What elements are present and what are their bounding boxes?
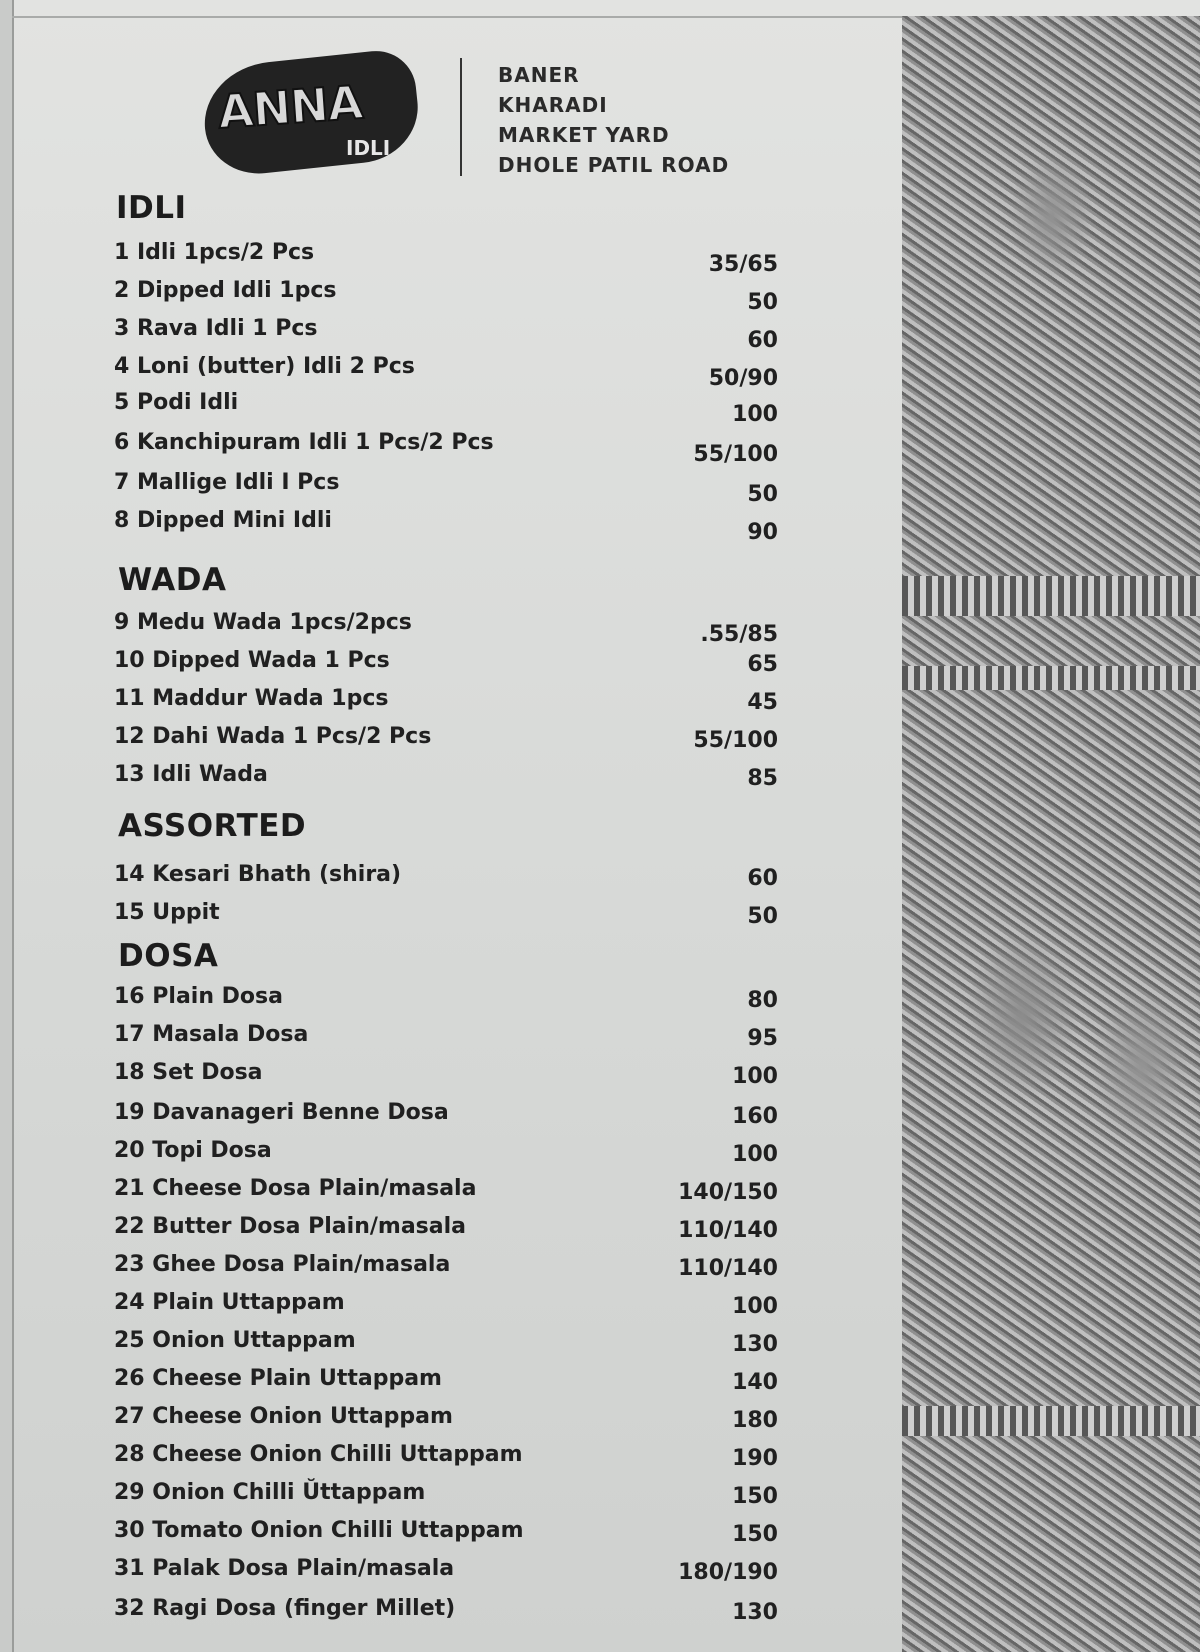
- menu-item-name: 12 Dahi Wada 1 Pcs/2 Pcs: [114, 724, 432, 749]
- menu-item-price: 65: [747, 652, 778, 677]
- menu-item-name: 1 Idli 1pcs/2 Pcs: [114, 240, 315, 265]
- menu-item-price: 50: [747, 290, 778, 315]
- menu-item-price: 50: [747, 482, 778, 507]
- section-heading-idli: IDLI: [116, 190, 187, 226]
- menu-item-price: 150: [732, 1522, 778, 1547]
- menu-item-name: 28 Cheese Onion Chilli Uttappam: [114, 1442, 523, 1467]
- menu-item-name: 5 Podi Idli: [114, 390, 239, 415]
- menu-item-price: 160: [732, 1104, 778, 1129]
- menu-item-price: 90: [747, 520, 778, 545]
- menu-item-name: 20 Topi Dosa: [114, 1138, 272, 1163]
- menu-item-price: 60: [747, 328, 778, 353]
- menu-item-price: 110/140: [678, 1218, 778, 1243]
- menu-item-name: 32 Ragi Dosa (finger Millet): [114, 1596, 456, 1621]
- menu-item-price: 55/100: [693, 728, 778, 753]
- menu-item-price: 50/90: [708, 366, 778, 391]
- menu-item-name: 14 Kesari Bhath (shira): [114, 862, 402, 887]
- menu-item-price: 35/65: [708, 252, 778, 277]
- menu-item-price: 110/140: [678, 1256, 778, 1281]
- menu-item-price: 100: [732, 402, 778, 427]
- menu-item-name: 2 Dipped Idli 1pcs: [114, 278, 337, 303]
- logo-brand-sub: IDLI: [346, 136, 391, 160]
- menu-item-name: 17 Masala Dosa: [114, 1022, 309, 1047]
- branch-item: BANER: [498, 63, 580, 87]
- menu-item-price: 100: [732, 1294, 778, 1319]
- menu-item-name: 23 Ghee Dosa Plain/masala: [114, 1252, 451, 1277]
- menu-item-name: 9 Medu Wada 1pcs/2pcs: [114, 610, 412, 635]
- menu-item-name: 13 Idli Wada: [114, 762, 268, 787]
- menu-item-price: 50: [747, 904, 778, 929]
- menu-item-name: 22 Butter Dosa Plain/masala: [114, 1214, 466, 1239]
- menu-item-price: 55/100: [693, 442, 778, 467]
- menu-item-price: 180/190: [678, 1560, 778, 1585]
- menu-item-name: 30 Tomato Onion Chilli Uttappam: [114, 1518, 524, 1543]
- menu-item-name: 4 Loni (butter) Idli 2 Pcs: [114, 354, 415, 379]
- menu-item-name: 3 Rava Idli 1 Pcs: [114, 316, 318, 341]
- menu-item-price: 130: [732, 1600, 778, 1625]
- menu-item-name: 24 Plain Uttappam: [114, 1290, 345, 1315]
- menu-item-name: 8 Dipped Mini Idli: [114, 508, 332, 533]
- menu-item-name: 15 Uppit: [114, 900, 220, 925]
- menu-item-price: 100: [732, 1064, 778, 1089]
- menu-item-price: 95: [747, 1026, 778, 1051]
- menu-item-name: 16 Plain Dosa: [114, 984, 283, 1009]
- menu-item-price: 150: [732, 1484, 778, 1509]
- menu-item-price: 85: [747, 766, 778, 791]
- menu-item-name: 27 Cheese Onion Uttappam: [114, 1404, 453, 1429]
- section-heading-wada: WADA: [118, 562, 227, 598]
- menu-item-name: 25 Onion Uttappam: [114, 1328, 356, 1353]
- menu-item-name: 26 Cheese Plain Uttappam: [114, 1366, 442, 1391]
- temple-carving-photo: [902, 16, 1200, 1652]
- menu-item-price: 190: [732, 1446, 778, 1471]
- menu-item-price: 180: [732, 1408, 778, 1433]
- menu-item-price: 60: [747, 866, 778, 891]
- menu-item-name: 7 Mallige Idli I Pcs: [114, 470, 340, 495]
- menu-item-name: 19 Davanageri Benne Dosa: [114, 1100, 449, 1125]
- menu-item-price: 80: [747, 988, 778, 1013]
- menu-item-price: 100: [732, 1142, 778, 1167]
- menu-item-price: 45: [747, 690, 778, 715]
- branch-item: KHARADI: [498, 93, 608, 117]
- menu-item-name: 29 Onion Chilli Ŭttappam: [114, 1480, 426, 1505]
- menu-item-name: 6 Kanchipuram Idli 1 Pcs/2 Pcs: [114, 430, 494, 455]
- menu-item-name: 21 Cheese Dosa Plain/masala: [114, 1176, 477, 1201]
- menu-item-price: .55/85: [700, 622, 778, 647]
- menu-item-price: 140: [732, 1370, 778, 1395]
- menu-item-name: 10 Dipped Wada 1 Pcs: [114, 648, 390, 673]
- menu-item-name: 31 Palak Dosa Plain/masala: [114, 1556, 455, 1581]
- menu-item-name: 18 Set Dosa: [114, 1060, 263, 1085]
- menu-item-price: 140/150: [678, 1180, 778, 1205]
- menu-item-name: 11 Maddur Wada 1pcs: [114, 686, 389, 711]
- menu-item-price: 130: [732, 1332, 778, 1357]
- logo-brand-name: ANNA: [216, 75, 364, 139]
- section-heading-dosa: DOSA: [118, 938, 219, 974]
- branch-item: DHOLE PATIL ROAD: [498, 153, 730, 177]
- section-heading-assorted: ASSORTED: [118, 808, 307, 844]
- branch-item: MARKET YARD: [498, 123, 670, 147]
